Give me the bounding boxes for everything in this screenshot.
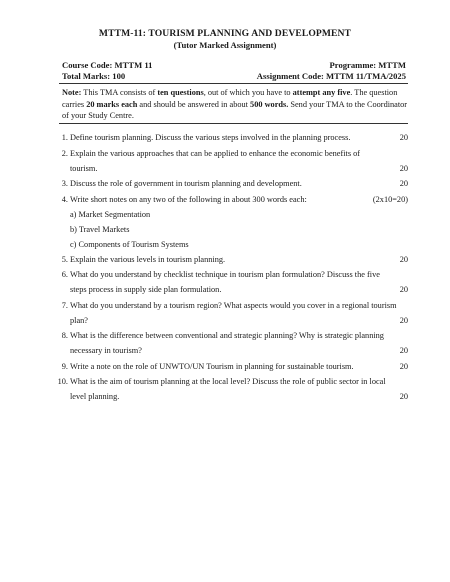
course-code: Course Code: MTTM 11 xyxy=(62,60,153,70)
question-text: Write a note on the role of UNWTO/UN Tourism in planning for sustainable tourism. xyxy=(70,362,354,371)
question-number: 6. xyxy=(61,270,68,279)
instruction-note xyxy=(62,87,408,122)
question-text: What is the aim of tourism planning at the local level? Discuss the role of public sector in local xyxy=(70,377,386,386)
question-marks: 20 xyxy=(399,285,408,294)
question-text: steps process in supply side plan formulation. xyxy=(70,285,222,294)
question-number: 4. xyxy=(61,195,68,204)
question-text: necessary in tourism? xyxy=(70,346,142,355)
question-text: Explain the various levels in tourism planning. xyxy=(70,255,226,264)
question-text: Write short notes on any two of the following in about 300 words each: xyxy=(70,195,307,204)
question-marks: 20 xyxy=(399,133,408,142)
subitem: a) Market Segmentation xyxy=(70,210,151,219)
question-number: 3. xyxy=(61,179,68,188)
question-number: 2. xyxy=(61,149,68,158)
note-emphasis: attempt any five xyxy=(292,88,351,97)
note-emphasis: ten questions xyxy=(157,88,204,97)
question-number: 7. xyxy=(61,301,68,310)
question-number: 8. xyxy=(61,331,68,340)
programme: Programme: MTTM xyxy=(329,60,406,70)
note-emphasis: 20 marks each xyxy=(86,99,138,109)
bottom-divider xyxy=(59,123,408,124)
question-marks: 20 xyxy=(399,255,408,264)
question-number: 1. xyxy=(61,133,68,142)
question-text: What do you understand by checklist technique in tourism plan formulation? Discuss the five xyxy=(70,270,380,279)
note-text: . The question carries xyxy=(62,88,398,109)
subitem: b) Travel Markets xyxy=(70,225,130,234)
question-marks: 20 xyxy=(399,346,408,355)
question-text: plan? xyxy=(70,316,88,325)
question-number: 9. xyxy=(61,362,68,371)
question-marks: 20 xyxy=(399,179,408,188)
total-marks: Total Marks: 100 xyxy=(62,71,126,81)
note-label: Note: xyxy=(62,88,82,97)
note-text: Send your TMA to the Coordinator of your Study Centre. xyxy=(62,99,408,120)
question-text: What is the difference between conventional and strategic planning? Why is strategic planning xyxy=(70,331,384,340)
top-divider xyxy=(59,83,408,84)
page-title: MTTM-11: TOURISM PLANNING AND DEVELOPMENT xyxy=(98,28,352,39)
question-marks: (2x10=20) xyxy=(372,195,408,204)
question-text: Explain the various approaches that can be applied to enhance the economic benefits of xyxy=(70,149,361,158)
question-text: tourism. xyxy=(70,164,98,173)
question-text: Define tourism planning. Discuss the various steps involved in the planning process. xyxy=(70,133,351,142)
question-number: 5. xyxy=(61,255,68,264)
question-marks: 20 xyxy=(399,362,408,371)
page-subtitle: (Tutor Marked Assignment) xyxy=(173,40,277,50)
note-text: This TMA consists of xyxy=(81,88,158,97)
assignment-code: Assignment Code: MTTM 11/TMA/2025 xyxy=(256,71,406,81)
question-text: level planning. xyxy=(70,392,120,401)
question-marks: 20 xyxy=(399,164,408,173)
question-marks: 20 xyxy=(399,392,408,401)
question-text: Discuss the role of government in tourism planning and development. xyxy=(70,179,302,188)
subitem: c) Components of Tourism Systems xyxy=(70,240,189,249)
note-emphasis: 500 words. xyxy=(250,99,289,109)
question-marks: 20 xyxy=(399,316,408,325)
note-text: , out of which you have to xyxy=(203,88,293,97)
question-text: What do you understand by a tourism region? What aspects would you cover in a regional tourism xyxy=(70,301,397,310)
note-text: and should be answered in about xyxy=(137,99,251,109)
question-number: 10. xyxy=(57,377,68,386)
